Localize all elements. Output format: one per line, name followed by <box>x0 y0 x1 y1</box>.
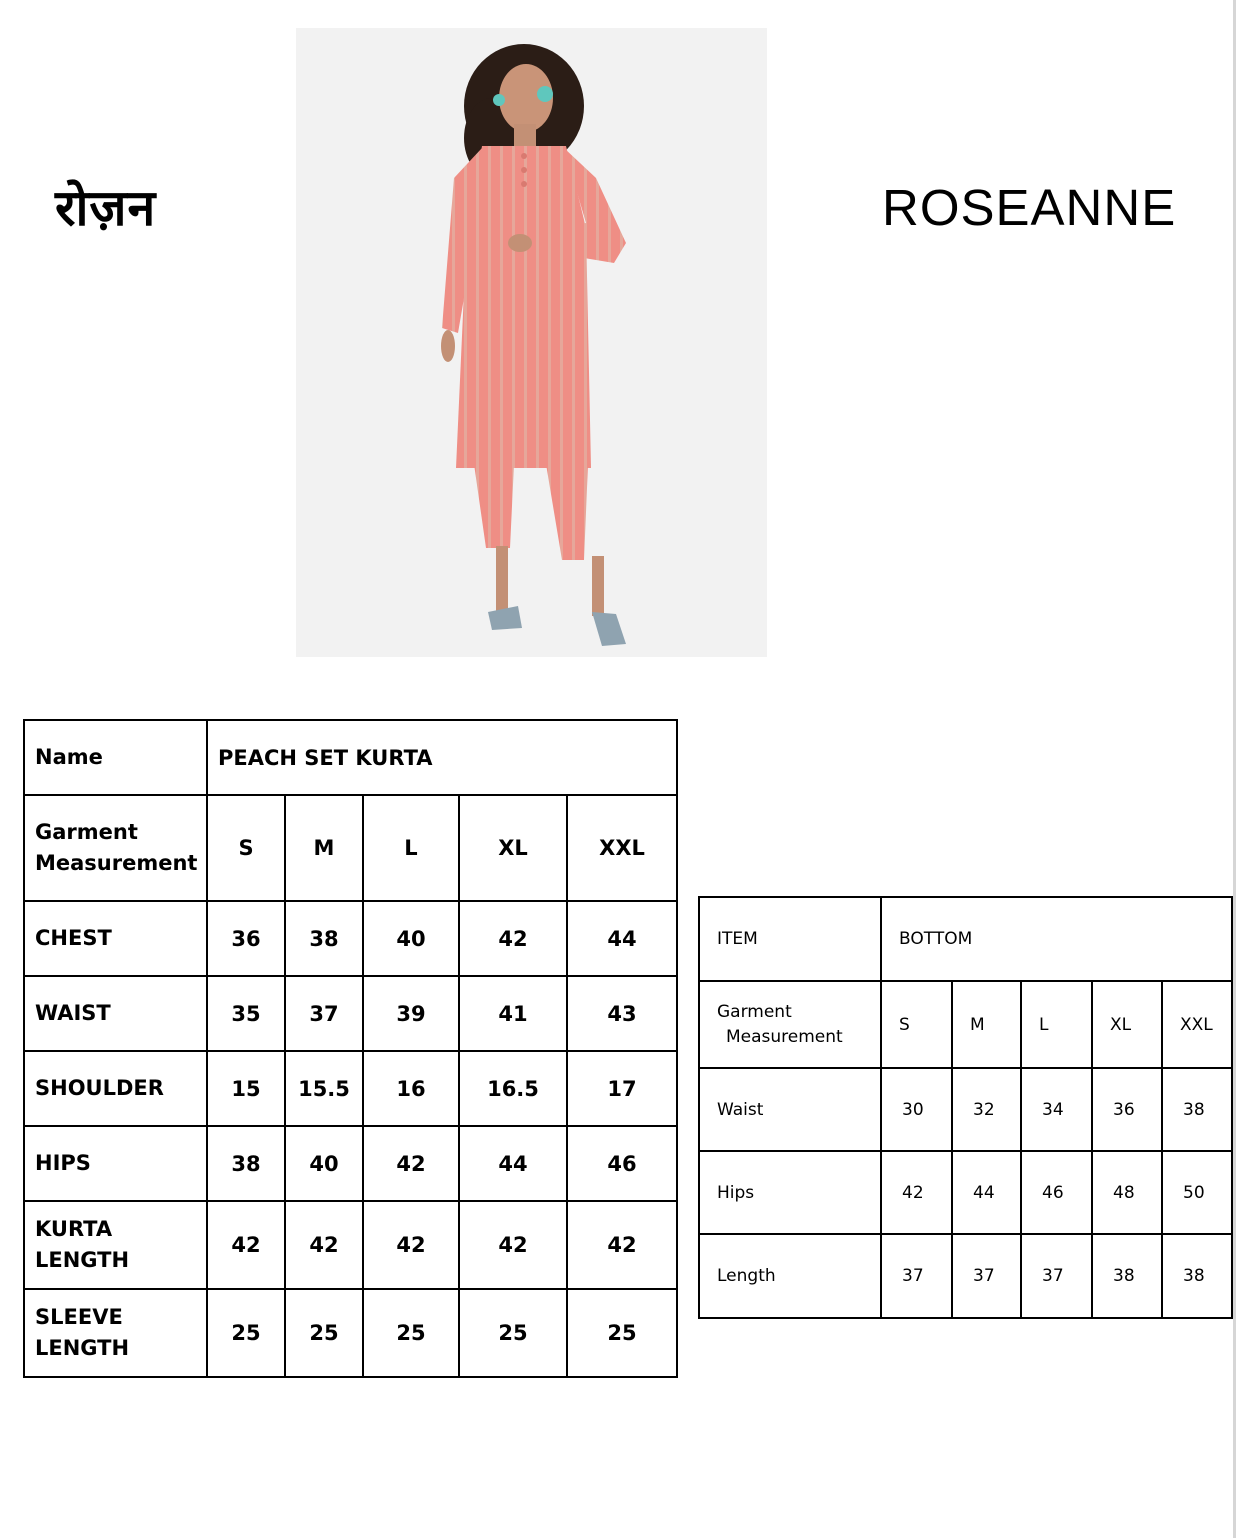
table-cell: 36 <box>1092 1068 1162 1151</box>
table-cell: 25 <box>363 1289 459 1377</box>
row-label: SHOULDER <box>24 1051 207 1126</box>
kurta-size-table <box>23 719 678 1378</box>
table-cell: 43 <box>567 976 677 1051</box>
table-cell: 37 <box>952 1234 1021 1318</box>
table-row <box>699 1234 1232 1318</box>
garment-measurement-label: Garment Measurement <box>699 981 881 1068</box>
row-label: Hips <box>699 1151 881 1234</box>
table-cell: 35 <box>207 976 285 1051</box>
table-cell: 42 <box>363 1126 459 1201</box>
table-cell: 17 <box>567 1051 677 1126</box>
table-cell: 15 <box>207 1051 285 1126</box>
table-cell: 15.5 <box>285 1051 363 1126</box>
table-cell: 34 <box>1021 1068 1092 1151</box>
table-cell: 40 <box>363 901 459 976</box>
english-title: ROSEANNE <box>882 179 1177 236</box>
table-cell: 38 <box>207 1126 285 1201</box>
table-cell: 38 <box>1162 1234 1232 1318</box>
table-cell: 39 <box>363 976 459 1051</box>
table-cell: 40 <box>285 1126 363 1201</box>
table-cell: 41 <box>459 976 567 1051</box>
row-label: WAIST <box>24 976 207 1051</box>
table-cell: 44 <box>952 1151 1021 1234</box>
table-row <box>24 1289 677 1377</box>
table-row <box>24 1051 677 1126</box>
size-header: XXL <box>567 795 677 901</box>
table-row <box>24 1201 677 1289</box>
table-row <box>24 1126 677 1201</box>
table-cell: 42 <box>207 1201 285 1289</box>
table-cell: 37 <box>1021 1234 1092 1318</box>
row-label: HIPS <box>24 1126 207 1201</box>
garment-measurement-label: Garment Measurement <box>24 795 207 901</box>
table-cell: 42 <box>567 1201 677 1289</box>
table-cell: 42 <box>363 1201 459 1289</box>
row-label: Length <box>699 1234 881 1318</box>
model-illustration <box>296 28 767 657</box>
bottom-size-table <box>698 896 1233 1319</box>
size-header: XL <box>1092 981 1162 1068</box>
size-header: M <box>285 795 363 901</box>
table-cell: 46 <box>567 1126 677 1201</box>
product-photo <box>296 28 767 657</box>
table-cell: 25 <box>459 1289 567 1377</box>
table-cell: 44 <box>459 1126 567 1201</box>
table-row <box>699 1068 1232 1151</box>
table-cell: 37 <box>881 1234 952 1318</box>
row-label: KURTA LENGTH <box>24 1201 207 1289</box>
table-cell: 38 <box>1162 1068 1232 1151</box>
table-row <box>699 1151 1232 1234</box>
table-cell: 37 <box>285 976 363 1051</box>
size-header: L <box>1021 981 1092 1068</box>
table-cell: 42 <box>881 1151 952 1234</box>
kurta-name-value: PEACH SET KURTA <box>207 720 677 795</box>
size-header: XL <box>459 795 567 901</box>
table-cell: 38 <box>285 901 363 976</box>
hindi-title: रोज़न <box>55 179 157 237</box>
table-cell: 46 <box>1021 1151 1092 1234</box>
table-cell: 30 <box>881 1068 952 1151</box>
table-row <box>24 976 677 1051</box>
row-label: Waist <box>699 1068 881 1151</box>
table-cell: 42 <box>285 1201 363 1289</box>
table-cell: 16.5 <box>459 1051 567 1126</box>
size-header: L <box>363 795 459 901</box>
item-label: ITEM <box>699 897 881 981</box>
table-cell: 42 <box>459 1201 567 1289</box>
table-cell: 48 <box>1092 1151 1162 1234</box>
table-cell: 32 <box>952 1068 1021 1151</box>
table-cell: 44 <box>567 901 677 976</box>
row-label: CHEST <box>24 901 207 976</box>
table-row <box>24 901 677 976</box>
table-cell: 25 <box>207 1289 285 1377</box>
row-label: SLEEVE LENGTH <box>24 1289 207 1377</box>
table-cell: 36 <box>207 901 285 976</box>
table-cell: 25 <box>285 1289 363 1377</box>
size-header: S <box>881 981 952 1068</box>
name-label: Name <box>24 720 207 795</box>
table-cell: 50 <box>1162 1151 1232 1234</box>
table-cell: 25 <box>567 1289 677 1377</box>
item-value: BOTTOM <box>881 897 1232 981</box>
table-cell: 42 <box>459 901 567 976</box>
table-cell: 38 <box>1092 1234 1162 1318</box>
size-header: S <box>207 795 285 901</box>
size-header: XXL <box>1162 981 1232 1068</box>
size-header: M <box>952 981 1021 1068</box>
table-cell: 16 <box>363 1051 459 1126</box>
